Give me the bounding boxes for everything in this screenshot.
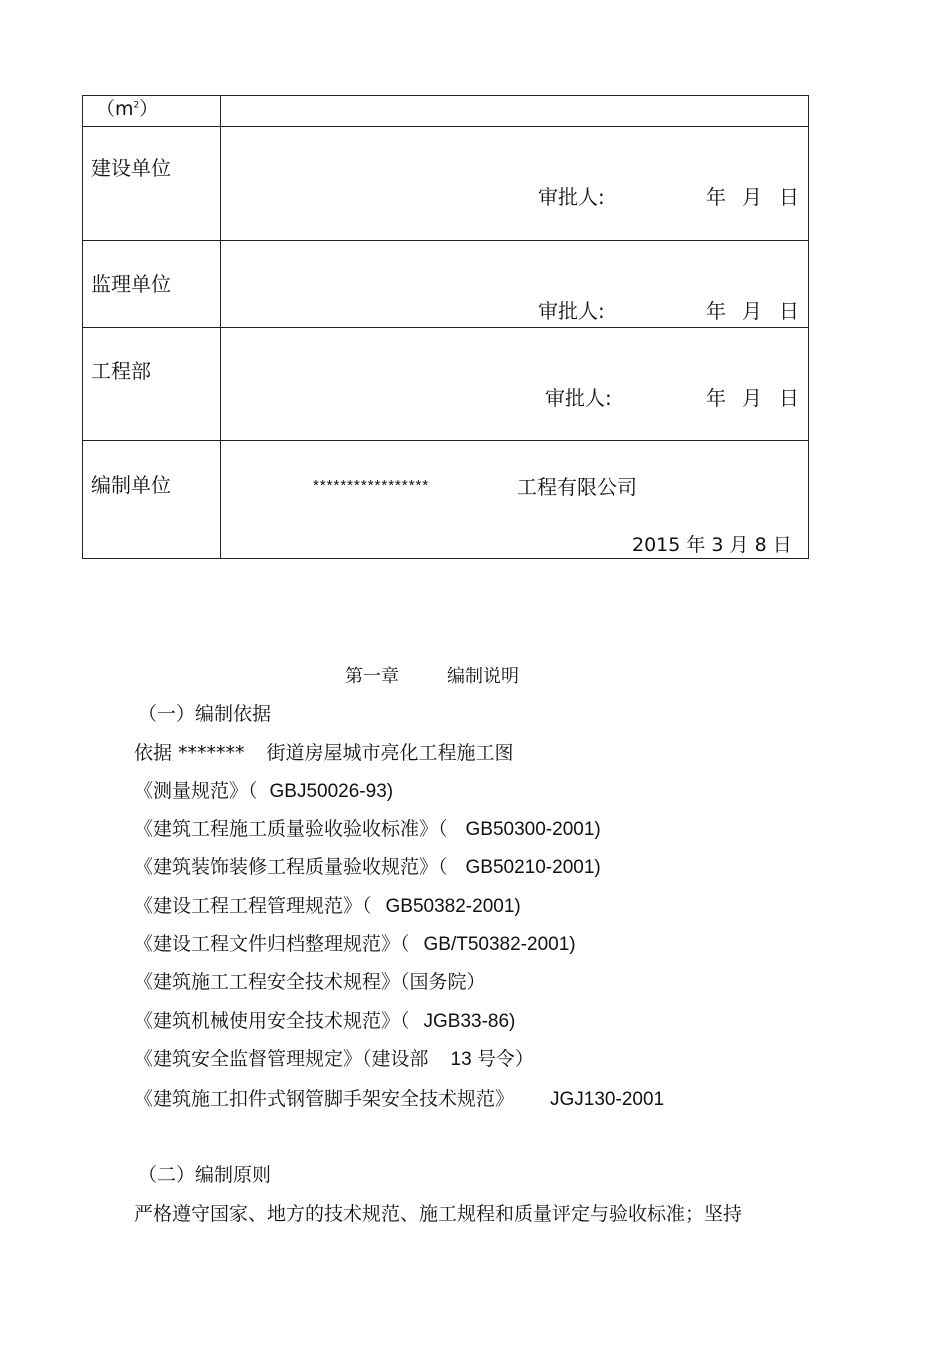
table-row-divider: [82, 327, 809, 328]
reference-item: 《建筑装饰装修工程质量验收规范》（ GB50210-2001): [134, 856, 601, 878]
row-label-engineering-dept: 工程部: [91, 359, 151, 383]
table-column-divider: [220, 95, 221, 559]
reference-item: 《建筑机械使用安全技术规范》（ JGB33-86): [134, 1010, 516, 1032]
principles-paragraph: 严格遵守国家、地方的技术规范、施工规程和质量评定与验收标准；坚持: [134, 1203, 743, 1225]
table-border-top: [82, 95, 809, 96]
compile-date: 2015 年 3 月 8 日: [632, 534, 792, 556]
basis-text: 街道房屋城市亮化工程施工图: [266, 742, 514, 764]
approver-label: 审批人:: [538, 185, 605, 209]
table-border-left: [82, 95, 83, 559]
area-unit-label: $(m^2)$: [96, 98, 159, 120]
month-label: 月: [742, 386, 762, 410]
table-row-divider: [82, 126, 809, 127]
table-border-right: [808, 95, 809, 559]
reference-item: 《建筑安全监督管理规定》（建设部 13 号令）: [134, 1048, 534, 1070]
year-label: 年: [706, 299, 726, 323]
reference-item: 《建设工程文件归档整理规范》（ GB/T50382-2001): [134, 933, 576, 955]
basis-line: [134, 744, 514, 763]
approver-label: 审批人:: [538, 299, 605, 323]
row-label-compiler: 编制单位: [91, 473, 171, 497]
table-border-bottom: [82, 558, 809, 559]
section-heading-principles: （二）编制原则: [138, 1164, 272, 1186]
month-label: 月: [742, 299, 762, 323]
company-suffix: 工程有限公司: [517, 475, 637, 499]
day-label: 日: [779, 185, 799, 209]
basis-prefix: 依据 *******: [134, 742, 245, 764]
approver-label: 审批人:: [545, 386, 612, 410]
table-row-divider: [82, 240, 809, 241]
chapter-title: 编制说明: [447, 666, 519, 687]
reference-item: 《建设工程工程管理规范》（ GB50382-2001): [134, 895, 521, 917]
table-row-divider: [82, 440, 809, 441]
masked-company-name: *****************: [313, 477, 430, 494]
reference-item: 《建筑工程施工质量验收验收标准》（ GB50300-2001): [134, 818, 601, 840]
chapter-number: 第一章: [345, 666, 399, 687]
reference-item: 《测量规范》（ GBJ50026-93): [134, 780, 394, 802]
row-label-supervision-unit: 监理单位: [91, 272, 171, 296]
row-label-construction-unit: 建设单位: [91, 156, 171, 180]
year-label: 年: [706, 386, 726, 410]
year-label: 年: [706, 185, 726, 209]
day-label: 日: [779, 299, 799, 323]
reference-item: 《建筑施工工程安全技术规程》（国务院）: [134, 971, 486, 993]
day-label: 日: [779, 386, 799, 410]
section-heading-basis: （一）编制依据: [138, 703, 272, 725]
month-label: 月: [742, 185, 762, 209]
reference-item: 《建筑施工扣件式钢管脚手架安全技术规范》 JGJ130-2001: [134, 1088, 665, 1110]
